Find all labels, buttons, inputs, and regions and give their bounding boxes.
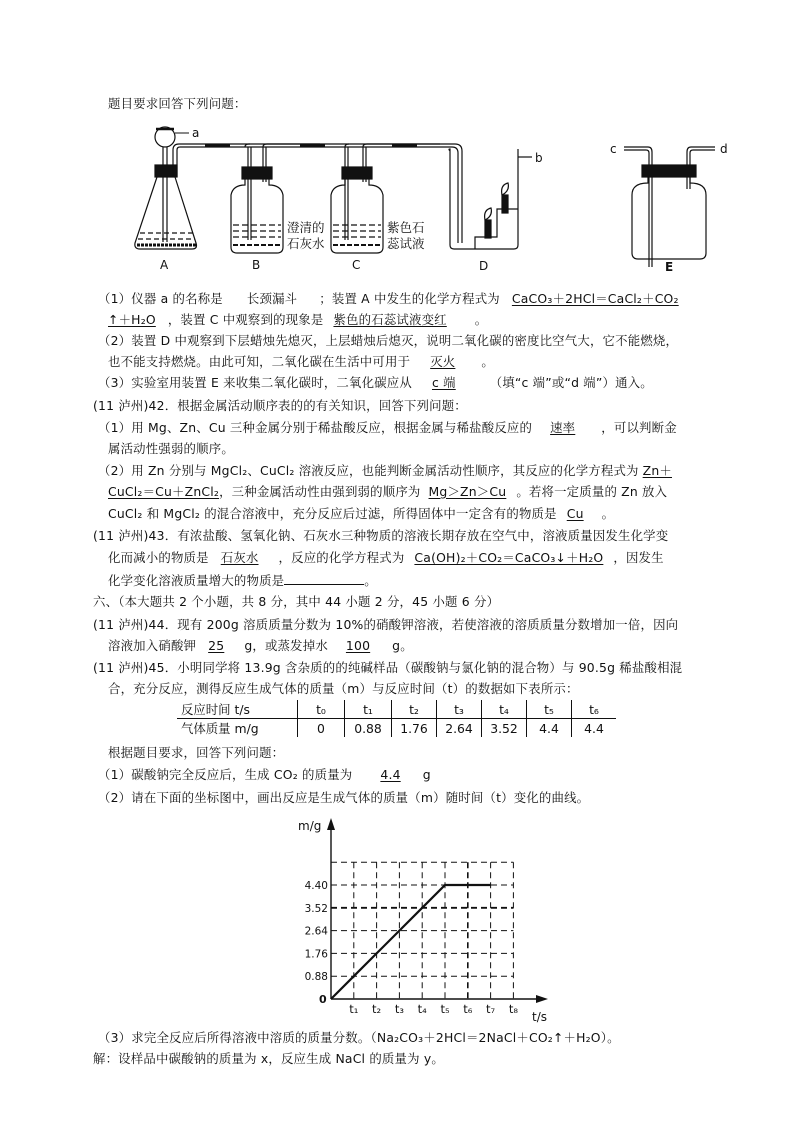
y-tick-label: 3.52 — [304, 902, 328, 915]
flask-a — [135, 127, 420, 249]
chart-axes — [327, 818, 548, 1003]
q44-line1: (11 泸州)44．现有 200g 溶质质量分数为 10%的硝酸钾溶液，若使溶液的溶质质量分数增加一倍，因向 — [93, 617, 679, 632]
label-d: d — [720, 142, 728, 156]
bottle-b-text-1: 澄清的 — [287, 220, 325, 235]
q42-part2-line1: （2）用 Zn 分别与 MgCl₂、CuCl₂ 溶液反应，也能判断金属活动性顺序，其反应的化学方程式为 Zn＋ — [98, 463, 672, 478]
table-header-time: 反应时间 t/s — [177, 700, 298, 719]
answer-equation-a: CaCO₃＋2HCl＝CaCl₂＋CO₂ — [511, 291, 679, 306]
answer-kno3-mass: 25 — [208, 638, 225, 653]
table-header-mass: 气体质量 m/g — [177, 719, 298, 738]
q41-part1-line1: （1）仪器 a 的名称是 长颈漏斗 ；装置 A 中发生的化学方程式为 CaCO₃＋2HCl＝CaCl₂＋CO₂ — [98, 291, 679, 306]
x-tick-label: t₇ — [486, 1002, 496, 1016]
q45-line1: (11 泸州)45．小明同学将 13.9g 含杂质的的纯碱样品（碳酸钠与氯化钠的混合物）与 90.5g 稀盐酸相混 — [93, 660, 683, 675]
q41-part1-line2: ↑＋H₂O ，装置 C 中观察到的现象是 紫色的石蕊试液变红 。 — [108, 312, 488, 327]
mass-time-chart — [280, 812, 560, 1030]
answer-equation-caoh: Ca(OH)₂＋CO₂＝CaCO₃↓＋H₂O — [414, 550, 604, 565]
q45-part3: （3）求完全反应后所得溶液中溶质的质量分数。（Na₂CO₃＋2HCl＝2NaCl＋CO₂↑＋H₂O）。 — [98, 1030, 620, 1045]
q45-solution: 解：设样品中碳酸钠的质量为 x，反应生成 NaCl 的质量为 y。 — [93, 1051, 444, 1066]
q45-part2: （2）请在下面的坐标图中，画出反应是生成气体的质量（m）随时间（t）变化的曲线。 — [98, 790, 590, 805]
label-device-e: E — [665, 260, 674, 274]
q44-line2: 溶液加入硝酸钾 25 g，或蒸发掉水 100 g。 — [108, 638, 413, 653]
answer-rate: 速率 — [550, 420, 576, 435]
x-axis-label: t/s — [532, 1010, 547, 1024]
answer-equation-zn-b: CuCl₂＝Cu＋ZnCl₂ — [108, 484, 220, 499]
apparatus-diagram — [120, 125, 740, 285]
label-b: b — [535, 151, 543, 165]
bottle-b-text-2: 石灰水 — [287, 236, 325, 251]
chart-series — [331, 885, 491, 999]
q42-part2-line3: CuCl₂ 和 MgCl₂ 的混合溶液中，充分反应后过滤，所得固体中一定含有的物质是 Cu 。 — [108, 506, 615, 521]
y-tick-label: 0.88 — [304, 971, 328, 984]
y-tick-label: 4.40 — [304, 880, 328, 892]
q42-part1-line1: （1）用 Mg、Zn、Cu 三种金属分别于稀盐酸反应，根据金属与稀盐酸反应的 速率 ，可以判断金 — [98, 420, 677, 435]
answer-phenomenon-c: 紫色的石蕊试液变红 — [333, 312, 447, 327]
answer-inlet: c 端 — [431, 375, 456, 390]
label-device-d: D — [479, 259, 489, 273]
y-tick-label: 2.64 — [304, 925, 328, 938]
q41-part3: （3）实验室用装置 E 来收集二氧化碳时，二氧化碳应从 c 端 （填“c 端”或“d 端”）通入。 — [98, 375, 653, 390]
x-tick-label: t₆ — [463, 1002, 473, 1016]
q43-line2: 化而减小的物质是 石灰水 ，反应的化学方程式为 Ca(OH)₂＋CO₂＝CaCO₃↓＋H₂O ，因发生 — [108, 550, 664, 565]
q41-part2-line1: （2）装置 D 中观察到下层蜡烛先熄灭，上层蜡烛后熄灭，说明二氧化碳的密度比空气大，它不能燃烧， — [98, 333, 679, 348]
series-line-mass — [331, 885, 491, 999]
q42-heading: (11 泸州)42．根据金属活动顺序表的的有关知识，回答下列问题： — [93, 398, 467, 413]
x-tick-label: t₃ — [394, 1002, 404, 1016]
y-axis-label: m/g — [298, 819, 322, 833]
q41-part2-line2: 也不能支持燃烧。由此可知，二氧化碳在生活中可用于 灭火 。 — [108, 354, 494, 369]
x-tick-label: t₂ — [372, 1002, 382, 1016]
q45-instructions: 根据题目要求，回答下列问题： — [108, 745, 285, 760]
table-row-mass: 气体质量 m/g 0 0.88 1.76 2.64 3.52 4.4 4.4 — [177, 719, 616, 738]
answer-apparatus-name: 长颈漏斗 — [246, 291, 298, 306]
x-tick-label: t₁ — [349, 1002, 359, 1016]
y-axis-arrow-icon — [327, 818, 335, 830]
chart-grid — [331, 862, 513, 999]
q45-line2: 合，充分反应，测得反应生成气体的质量（m）与反应时间（t）的数据如下表所示： — [108, 681, 579, 696]
q42-part1-line2: 属活动性强弱的顺序。 — [108, 441, 234, 456]
x-axis-arrow-icon — [536, 995, 548, 1003]
section-six-heading: 六、（本大题共 2 个小题，共 8 分，其中 44 小题 2 分，45 小题 6 分） — [93, 594, 500, 609]
q43-line1: (11 泸州)43．有浓盐酸、氢氧化钠、石灰水三种物质的溶液长期存放在空气中，溶液质量因发生化学变 — [93, 528, 669, 543]
origin-label: 0 — [319, 993, 327, 1006]
answer-water-mass: 100 — [345, 638, 371, 653]
table-row-time: 反应时间 t/s t₀ t₁ t₂ t₃ t₄ t₅ t₆ — [177, 700, 616, 719]
label-device-a: A — [160, 258, 169, 272]
label-device-b: B — [252, 258, 261, 272]
answer-activity-order: Mg＞Zn＞Cu — [428, 484, 507, 499]
x-tick-label: t₈ — [508, 1002, 518, 1016]
answer-equation-zn-a: Zn＋ — [642, 463, 672, 478]
x-tick-label: t₅ — [440, 1002, 450, 1016]
q43-line3: 化学变化溶液质量增大的物质是 。 — [108, 573, 377, 588]
answer-blank-empty — [284, 571, 364, 585]
answer-substance: 石灰水 — [220, 550, 259, 565]
y-tick-label: 1.76 — [304, 948, 328, 961]
answer-solid: Cu — [566, 506, 584, 521]
intro-text: 题目要求回答下列问题： — [108, 96, 247, 111]
q42-part2-line2: CuCl₂＝Cu＋ZnCl₂，三种金属活动性由强到弱的顺序为 Mg＞Zn＞Cu 。若将一定质量的 Zn 放入 — [108, 484, 668, 499]
x-tick-label: t₄ — [417, 1002, 427, 1016]
bottle-c-text-1: 紫色石 — [387, 220, 425, 235]
answer-use: 灭火 — [430, 354, 456, 369]
q45-part1: （1）碳酸钠完全反应后，生成 CO₂ 的质量为 4.4 g — [98, 767, 431, 782]
bottle-e — [624, 147, 715, 267]
reaction-data-table — [177, 700, 616, 737]
label-device-c: C — [352, 258, 361, 272]
label-a: a — [192, 126, 200, 140]
answer-co2-mass: 4.4 — [380, 767, 401, 782]
bottle-c-text-2: 蕊试液 — [387, 236, 425, 251]
label-c: c — [610, 142, 617, 156]
